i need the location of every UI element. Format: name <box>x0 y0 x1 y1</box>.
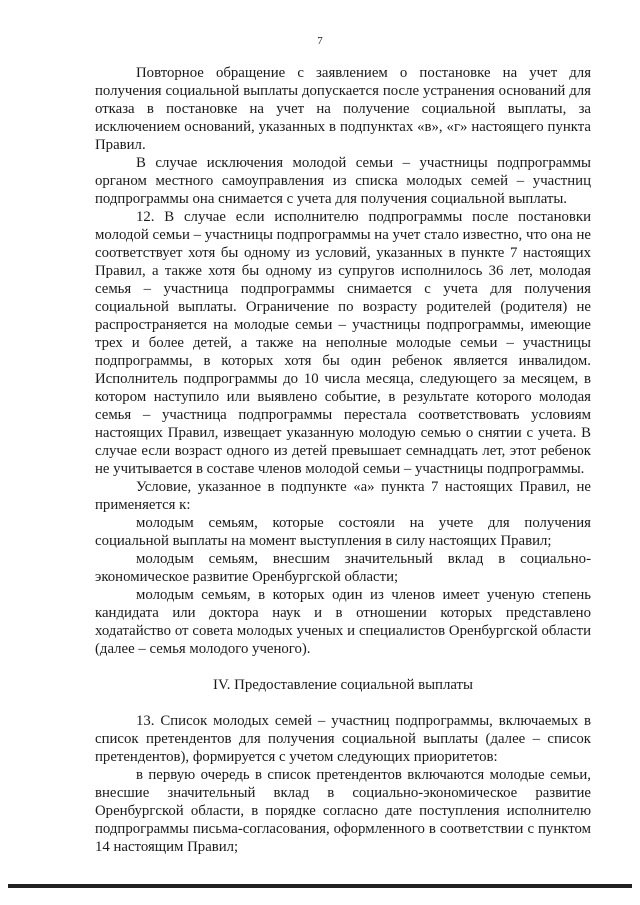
paragraph: Условие, указанное в подпункте «а» пункта 7 настоящих Правил, не применяется к: <box>95 479 591 513</box>
paragraph: 13. Список молодых семей – участниц подпрограммы, включаемых в список претендентов для получения социальной выплаты (далее – список претендентов), формируется с учетом следующих приоритетов: <box>95 713 591 765</box>
section-heading: IV. Предоставление социальной выплаты <box>213 677 473 693</box>
paragraph: молодым семьям, в которых один из членов имеет ученую степень кандидата или доктора наук и в отношении которых представлено ходатайство от совета молодых ученых и специалистов Оренбургской области (далее – семья молодого ученого). <box>95 587 591 657</box>
page-number: 7 <box>317 35 323 47</box>
paragraph: молодым семьям, внесшим значительный вклад в социально-экономическое развитие Оренбургской области; <box>95 551 591 585</box>
document-body <box>95 64 591 856</box>
bottom-border-line <box>8 884 632 888</box>
paragraph: в первую очередь в список претендентов включаются молодые семьи, внесшие значительный вклад в социально-экономическое развитие Оренбургской области, в порядке согласно дате поступления исполнителю подпрограммы письма-согласования, оформленного в соответствии с пунктом 14 настоящим Правил; <box>95 767 591 855</box>
paragraph: 12. В случае если исполнителю подпрограммы после постановки молодой семьи – участницы подпрограммы на учет стало известно, что она не соответствует хотя бы одному из условий, указанных в пункте 7 настоящих Правил, а также хотя бы одному из супругов исполнилось 36 лет, молодая семья – участница подпрограммы снимается с учета для получения социальной выплаты. Ограничение по возрасту родителей (родителя) не распространяется на молодые семьи – участницы подпрограммы, имеющие трех и более детей, а также на неполные молодые семьи – участницы подпрограммы, в которых хотя бы один ребенок является инвалидом. Исполнитель подпрограммы до 10 числа месяца, следующего за месяцем, в котором наступило или выявлено событие, в результате которого молодая семья – участница подпрограммы перестала соответствовать условиям настоящих Правил, извещает указанную молодую семью о снятии с учета. В случае если возраст одного из детей превышает семнадцать лет, этот ребенок не учитывается в составе членов молодой семьи – участницы подпрограммы. <box>95 209 591 477</box>
paragraph: молодым семьям, которые состояли на учете для получения социальной выплаты на момент выступления в силу настоящих Правил; <box>95 515 591 549</box>
paragraph: Повторное обращение с заявлением о постановке на учет для получения социальной выплаты допускается после устранения оснований для отказа в постановке на учет на получение социальной выплаты, за исключением оснований, указанных в подпунктах «в», «г» настоящего пункта Правил. <box>95 65 591 153</box>
paragraph: В случае исключения молодой семьи – участницы подпрограммы органом местного самоуправления из списка молодых семей – участниц подпрограммы она снимается с учета для получения социальной выплаты. <box>95 155 591 207</box>
